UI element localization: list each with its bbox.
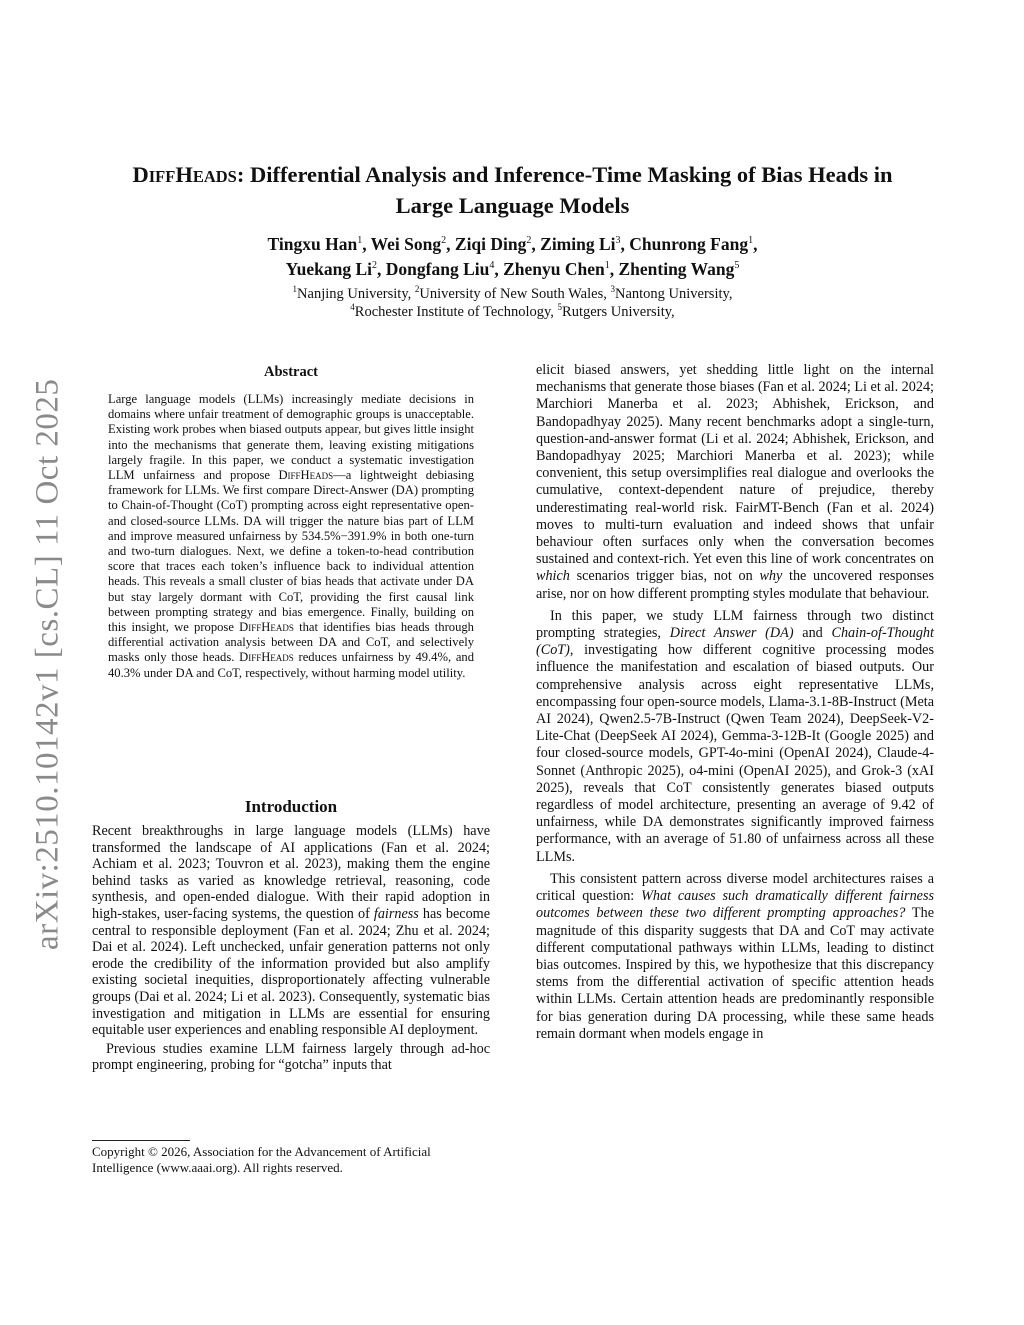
affiliation-list [160, 285, 865, 321]
right-column-body [536, 362, 934, 1043]
paragraph: Recent breakthroughs in large language models (LLMs) have transformed the landscape of AI applications (Fan et al. 2024; Achiam et al. 2023; Touvron et al. 2023), making them the engine behind tasks as varied as knowledge retrieval, reasoning, code synthesis, and open-ended dialogue. With their rapid adoption in high-stakes, user-facing systems, the question of fairness has become central to responsible deployment (Fan et al. 2024; Zhu et al. 2024; Dai et al. 2024). Left unchecked, unfair generation patterns not only erode the credibility of the information provided but also amplify existing societal inequities, disproportionately affecting vulnerable groups (Dai et al. 2024; Li et al. 2023). Consequently, systematic bias investigation and mitigation in LLMs are essential for ensuring equitable user experiences and enabling responsible AI deployment. [92, 823, 490, 1039]
paragraph: This consistent pattern across diverse model architectures raises a critical question: What causes such dramatically different fairness outcomes between these two different prompting approaches? The magnitude of this disparity suggests that DA and CoT may activate different computational pathways within LLMs, leading to distinct bias outcomes. Inspired by this, we hypothesize that this discrepancy stems from the differential activation of specific attention heads within LLMs. Certain attention heads are predominantly responsible for bias generation during DA processing, while these same heads remain dormant when models engage in [536, 870, 934, 1042]
author: Yuekang Li$^2$ [285, 259, 378, 279]
affiliation: $^5$Rutgers University, [557, 302, 675, 320]
arxiv-identifier-stamp: arXiv:2510.10142v1 [cs.CL] 11 Oct 2025 [29, 378, 66, 950]
author: Chunrong Fang$^1$ [629, 234, 754, 254]
paragraph: elicit biased answers, yet shedding little light on the internal mechanisms that generate those biases (Fan et al. 2024; Li et al. 2024; Marchiori Manerba et al. 2023; Abhishek, Erickson, and Bandopadhyay 2025). Many recent benchmarks adopt a single-turn, question-and-answer format (Li et al. 2024; Abhishek, Erickson, and Bandopadhyay 2025; Marchiori Manerba et al. 2023); while convenient, this setup oversimplifies real dialogue and overlooks the cumulative, context-dependent nature of prejudice, thereby underestimating real-world risk. FairMT-Bench (Fan et al. 2024) moves to multi-turn evaluation and indeed shows that unfair behaviour often surfaces only when the conversation becomes sustained and context-rich. Yet even this line of work concentrates on which scenarios trigger bias, not on why the uncovered responses arise, nor on how different prompting styles modulate that behaviour. [536, 362, 934, 602]
method-name: DiffHeads [239, 620, 294, 635]
introduction-body [92, 823, 490, 1074]
author: Zhenyu Chen$^1$ [503, 259, 610, 279]
author: Wei Song$^2$ [370, 234, 447, 254]
author: Zhenting Wang$^5$ [618, 259, 740, 279]
footnote-divider [92, 1140, 190, 1141]
method-name: DiffHeads [278, 468, 334, 483]
abstract-body: Large language models (LLMs) increasingly mediate decisions in domains where unfair treatment of demographic groups is unacceptable. Existing work probes when biased outputs appear, but gives little insight into the mechanisms that generate them, leaving existing mitigations largely fragile. In this paper, we conduct a systematic investigation LLM unfairness and propose DiffHeads—a lightweight debiasing framework for LLMs. We first compare Direct-Answer (DA) prompting to Chain-of-Thought (CoT) prompting across eight representative open- and closed-source LLMs. DA will trigger the nature bias part of LLM and improve measured unfairness by 534.5%−391.9% in both one-turn and two-turn dialogues. Next, we define a token-to-head contribution score that traces each token’s influence back to individual attention heads. This reveals a small cluster of bias heads that activate under DA but stay largely dormant with CoT, providing the first causal link between prompting strategy and bias emergence. Finally, building on this insight, we propose DiffHeads that identifies bias heads through differential activation analysis between DA and CoT, and selectively masks only those heads. DiffHeads reduces unfairness by 49.4%, and 40.3% under DA and CoT, respectively, without harming model utility. [108, 392, 475, 680]
affiliation: $^4$Rochester Institute of Technology, [350, 302, 554, 320]
affiliation: $^2$University of New South Wales, [414, 284, 607, 302]
method-name: DiffHeads [239, 650, 294, 665]
affiliation: $^3$Nantong University, [610, 284, 733, 302]
author: Dongfang Liu$^4$ [385, 259, 495, 279]
author: Ziqi Ding$^2$ [454, 234, 532, 254]
title-line1-rest: : Differential Analysis and Inference-Time Masking of Bias Heads in [236, 162, 893, 187]
copyright-footnote: Copyright © 2026, Association for the Advancement of Artificial Intelligence (www.aaai.org). All rights reserved. [92, 1144, 431, 1175]
author: Ziming Li$^3$ [540, 234, 621, 254]
paragraph: Previous studies examine LLM fairness largely through ad-hoc prompt engineering, probing for “gotcha” inputs that [92, 1040, 490, 1074]
abstract-heading: Abstract [264, 364, 318, 380]
title-line2: Large Language Models [395, 193, 630, 218]
affiliation: $^1$Nanjing University, [292, 284, 412, 302]
author-list: Tingxu Han$^1$, Wei Song$^2$, Ziqi Ding$^2$, Ziming Li$^3$, Chunrong Fang$^1$, Yuekang Li$^2$, Dongfang Liu$^4$, Zhenyu Chen$^1$, Zhenting Wang$^5$ [267, 234, 758, 279]
paper-title [90, 160, 935, 220]
introduction-heading: Introduction [244, 797, 338, 816]
author: Tingxu Han$^1$ [267, 234, 363, 254]
paragraph: In this paper, we study LLM fairness through two distinct prompting strategies, Direct Answer (DA) and Chain-of-Thought (CoT), investigating how different cognitive processing modes influence the manifestation and escalation of biased outputs. Our comprehensive analysis across eight representative LLMs, encompassing four open-source models, Llama-3.1-8B-Instruct (Meta AI 2024), Qwen2.5-7B-Instruct (Qwen Team 2024), DeepSeek-V2-Lite-Chat (DeepSeek AI 2024), Gemma-3-12B-It (Google 2025) and four closed-source models, GPT-4o-mini (OpenAI 2024), Claude-4-Sonnet (Anthropic 2025), o4-mini (OpenAI 2025), and Grok-3 (xAI 2025), reveals that CoT consistently generates biased outputs regardless of model architecture, presenting an average of 9.42 of unfairness, while DA demonstrates significantly improved fairness performance, with an average of 51.80 of unfairness across all these LLMs. [536, 607, 934, 865]
method-name-in-title: DIFFHEADS [132, 162, 237, 187]
